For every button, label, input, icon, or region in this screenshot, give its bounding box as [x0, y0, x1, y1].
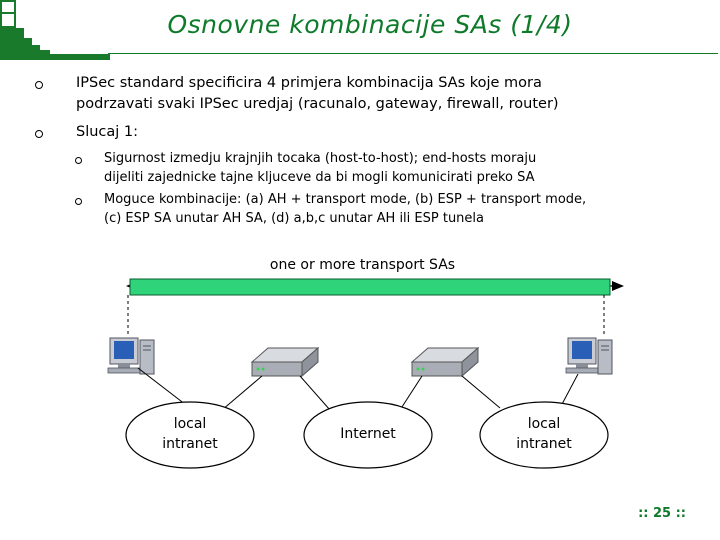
- link-gateway-left-local: [222, 376, 262, 410]
- gateway-right-icon: [412, 348, 478, 376]
- right-cloud-line-1: local: [527, 416, 561, 432]
- page-number: :: 25 ::: [638, 506, 686, 521]
- bullet-1-line-2: podrzavati svaki IPSec uredjaj (racunalo, gateway, firewall, router): [76, 96, 559, 112]
- left-cloud-line-1: local: [173, 416, 207, 432]
- sub-bullet-1-line-2: dijeliti zajednicke tajne kljuceve da bi mogli komunicirati preko SA: [104, 170, 535, 185]
- local-intranet-left-cloud: [126, 402, 254, 468]
- bullet-1-line-1: IPSec standard specificira 4 primjera kombinacija SAs koje mora: [76, 75, 542, 91]
- sub-bullet-2-line-1: Moguce kombinacije: (a) AH + transport mode, (b) ESP + transport mode,: [104, 192, 587, 207]
- sa-label: one or more transport SAs: [269, 257, 456, 273]
- center-cloud-label: Internet: [340, 426, 396, 442]
- link-gateway-right-internet: [400, 376, 422, 410]
- sa-bar: [130, 279, 610, 295]
- link-gateway-left-internet: [300, 376, 330, 410]
- host-computer-left-icon: [108, 338, 154, 374]
- slide-title: Osnovne kombinacije SAs (1/4): [167, 10, 573, 39]
- local-intranet-right-cloud: [480, 402, 608, 468]
- sub-bullet-1-line-1: Sigurnost izmedju krajnjih tocaka (host-to-host); end-hosts moraju: [104, 151, 537, 166]
- sub-bullet-2-line-2: (c) ESP SA unutar AH SA, (d) a,b,c unutar AH ili ESP tunela: [104, 211, 484, 226]
- bullet-2-line-1: Slucaj 1:: [76, 124, 139, 140]
- left-cloud-line-2: intranet: [162, 436, 218, 452]
- right-cloud-line-2: intranet: [516, 436, 572, 452]
- gateway-left-icon: [252, 348, 318, 376]
- host-computer-right-icon: [566, 338, 612, 374]
- link-gateway-right-local: [462, 376, 500, 408]
